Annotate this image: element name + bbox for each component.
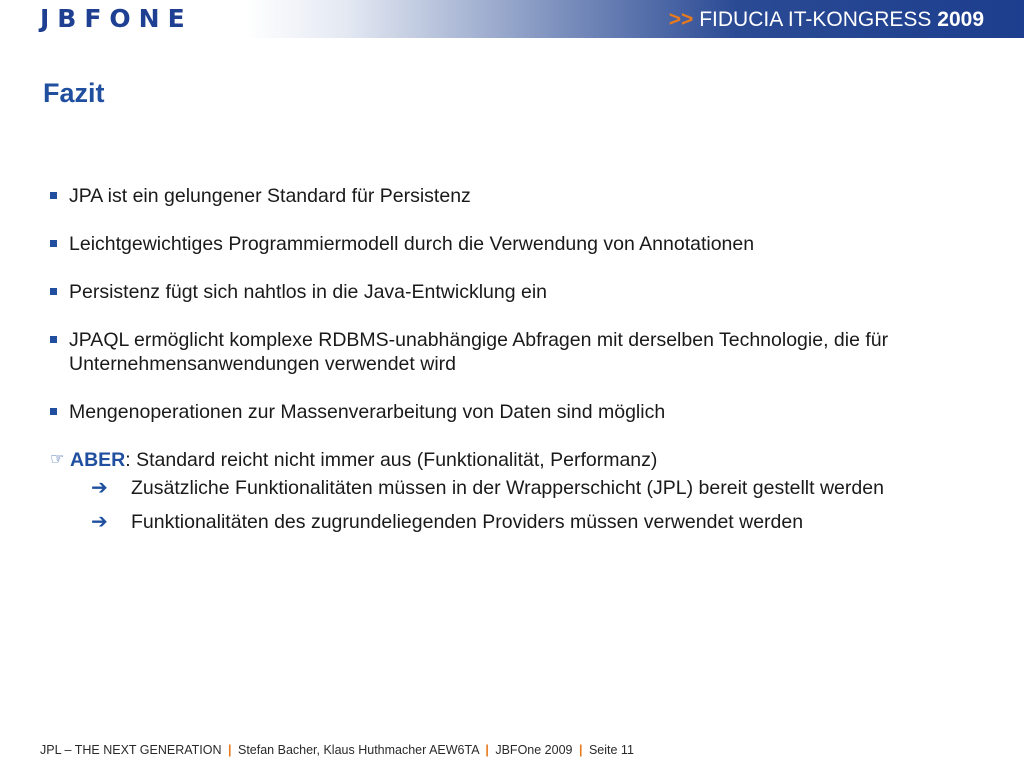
bullet-item xyxy=(50,232,980,256)
footer-event: JBFOne 2009 xyxy=(495,743,573,757)
aber-rest: : Standard reicht nicht immer aus (Funktionalität, Performanz) xyxy=(125,449,658,471)
slide-title: Fazit xyxy=(43,78,105,108)
bullet-item xyxy=(50,400,980,424)
square-bullet-icon xyxy=(50,288,57,295)
square-bullet-icon xyxy=(50,336,57,343)
square-bullet-icon xyxy=(50,192,57,199)
sub-item xyxy=(91,476,980,500)
sub-item-text: Funktionalitäten des zugrundeliegenden Providers müssen verwendet werden xyxy=(131,511,804,533)
bullet-item xyxy=(50,328,980,376)
bullet-text: Mengenoperationen zur Massenverarbeitung von Daten sind möglich xyxy=(69,401,666,423)
footer-separator: | xyxy=(578,743,583,757)
aber-text xyxy=(70,448,980,472)
double-arrow-icon: >> xyxy=(668,8,694,31)
footer-title: JPL – THE NEXT GENERATION xyxy=(40,743,222,757)
footer-separator: | xyxy=(485,743,489,757)
footer-page-number: Seite 11 xyxy=(588,743,634,757)
footer-authors: Stefan Bacher, Klaus Huthmacher AEW6TA xyxy=(238,743,479,757)
square-bullet-icon xyxy=(50,240,57,247)
footer xyxy=(40,743,634,757)
congress-title xyxy=(669,7,984,33)
arrow-right-icon: ➔ xyxy=(91,477,108,499)
bullet-text: JPA ist ein gelungener Standard für Persistenz xyxy=(69,185,471,207)
arrow-right-icon: ➔ xyxy=(91,511,108,533)
bullet-text: JPAQL ermöglicht komplexe RDBMS-unabhängige Abfragen mit derselben Technologie, die für Unternehmensanwendungen verwendet wird xyxy=(69,329,889,375)
square-bullet-icon xyxy=(50,408,57,415)
header-banner xyxy=(0,0,1024,38)
pointing-hand-icon: ☞ xyxy=(50,451,65,468)
sub-item xyxy=(91,510,980,534)
slide-content xyxy=(50,184,980,544)
sub-item-text: Zusätzliche Funktionalitäten müssen in der Wrapperschicht (JPL) bereit gestellt werden xyxy=(131,477,884,499)
bullet-item xyxy=(50,280,980,304)
congress-name: FIDUCIA IT-KONGRESS xyxy=(699,8,932,31)
congress-year: 2009 xyxy=(937,8,984,31)
bullet-text: Leichtgewichtiges Programmiermodell durch die Verwendung von Annotationen xyxy=(69,233,755,255)
footer-separator: | xyxy=(228,743,232,757)
aber-item xyxy=(50,448,980,472)
bullet-text: Persistenz fügt sich nahtlos in die Java-Entwicklung ein xyxy=(69,281,547,303)
jbfone-logo: JBFONE xyxy=(40,4,193,33)
bullet-item xyxy=(50,184,980,208)
aber-keyword: ABER xyxy=(70,449,126,471)
